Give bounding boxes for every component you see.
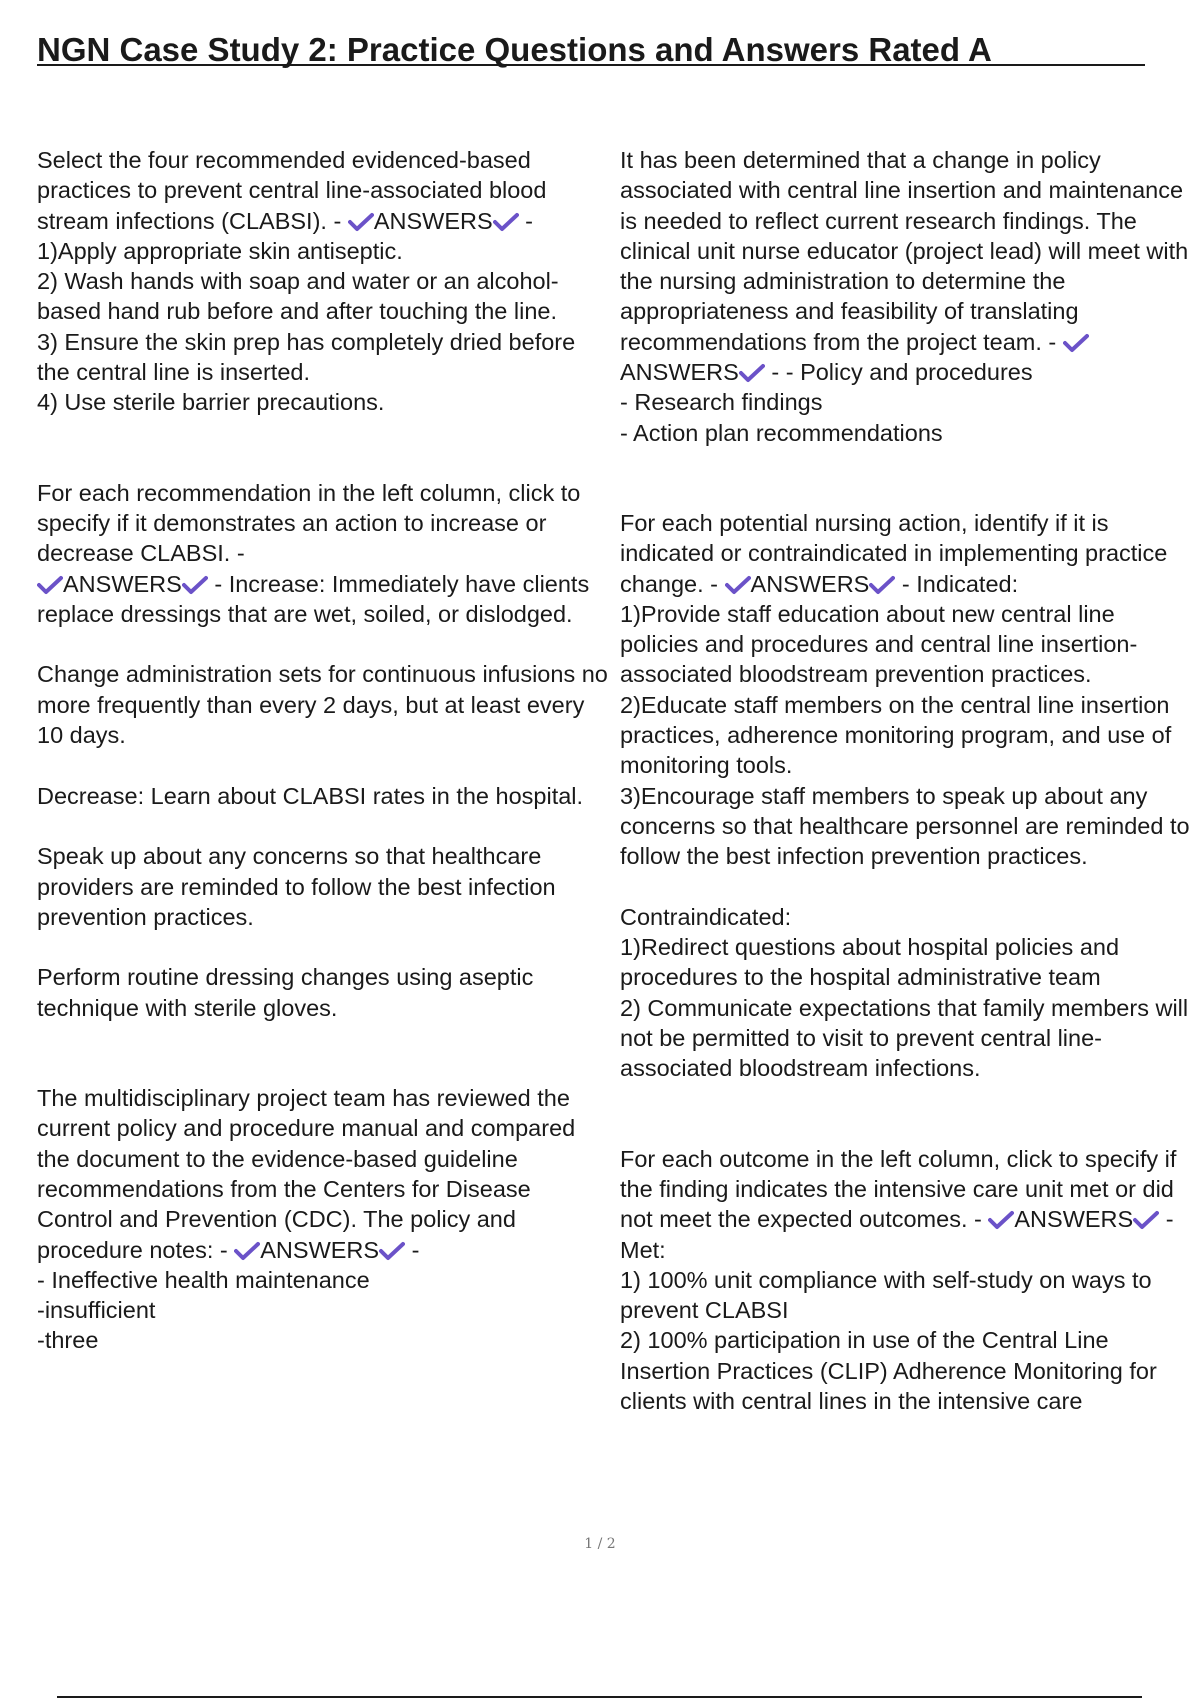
- check-icon: [1133, 1210, 1159, 1230]
- answers-label: ANSWERS: [1014, 1206, 1134, 1233]
- question-policy-change: It has been determined that a change in policy associated with central line insertion and maintenance is needed to reflect current research findings. The clinical unit nurse educator (project lead) will meet with the nursing administration to determine the appropriateness and feasibility of translating recommendations from the project team. - ANSWERS - - Policy and procedures - Research findings - Action plan recommendations: [620, 147, 1189, 446]
- answers-label: ANSWERS: [750, 570, 870, 597]
- right-column: [620, 145, 1190, 1416]
- answers-label: ANSWERS: [63, 570, 182, 597]
- question-nursing-actions: For each potential nursing action, identify if it is indicated or contraindicated in implementing practice change. - ANSWERS - Indicated: 1)Provide staff education about new central line policies and procedures and central line insertion-associated bloodstream prevention practices. 2)Educate staff members on the central line insertion practices, adherence monitoring program, and use of monitoring tools. 3)Encourage staff members to speak up about any concerns so that healthcare personnel are reminded to follow the best infection prevention practices. Contraindicated: 1)Redirect questions about hospital policies and procedures to the hospital administrative team 2) Communicate expectations that family members will not be permitted to visit to prevent central line-associated bloodstream infections.: [620, 509, 1190, 1082]
- page-divider: [57, 1696, 1142, 1698]
- check-icon: [37, 575, 63, 595]
- question-outcomes: For each outcome in the left column, click to specify if the finding indicates the intensive care unit met or did not meet the expected outcomes. - ANSWERS - Met: 1) 100% unit compliance with self-study on ways to prevent CLABSI 2) 100% participation in use of the Central Line Insertion Practices (CLIP) Adherence Monitoring for clients with central lines in the intensive care: [620, 1145, 1177, 1414]
- check-icon: [379, 1241, 405, 1261]
- question-increase-decrease: For each recommendation in the left column, click to specify if it demonstrates an action to increase or decrease CLABSI. - ANSWERS - Increase: Immediately have clients replace dressings that are wet, soiled, or dislodged. Change administration sets for continuous infusions no more frequently than every 2 days, but at least every 10 days. Decrease: Learn about CLABSI rates in the hospital. Speak up about any concerns so that healthcare providers are reminded to follow the best infection prevention practices. Perform routine dressing changes using aseptic technique with sterile gloves.: [37, 479, 608, 1021]
- page-number: 1 / 2: [584, 1536, 616, 1552]
- check-icon: [348, 212, 374, 232]
- check-icon: [182, 575, 208, 595]
- check-icon: [739, 363, 765, 383]
- check-icon: [988, 1210, 1014, 1230]
- answers-label: ANSWERS: [373, 207, 493, 234]
- check-icon: [493, 212, 519, 232]
- left-column: [37, 145, 609, 1356]
- check-icon: [869, 575, 895, 595]
- question-clabsi-practices: Select the four recommended evidenced-based practices to prevent central line-associated blood stream infections (CLABSI). - ANSWERS - 1)Apply appropriate skin antiseptic. 2) Wash hands with soap and water or an alcohol-based hand rub before and after touching the line. 3) Ensure the skin prep has completely dried before the central line is inserted. 4) Use sterile barrier precautions.: [37, 147, 576, 416]
- check-icon: [1063, 333, 1089, 353]
- check-icon: [234, 1241, 260, 1261]
- check-icon: [725, 575, 751, 595]
- document-title: NGN Case Study 2: Practice Questions and Answers Rated A: [37, 30, 1145, 66]
- answers-label: ANSWERS: [620, 359, 739, 386]
- question-policy-notes: The multidisciplinary project team has reviewed the current policy and procedure manual and compared the document to the evidence-based guideline recommendations from the Centers for Disease Control and Prevention (CDC). The policy and procedure notes: - ANSWERS - - Ineffective health maintenance -insufficient -three: [37, 1085, 576, 1354]
- answers-label: ANSWERS: [260, 1236, 380, 1263]
